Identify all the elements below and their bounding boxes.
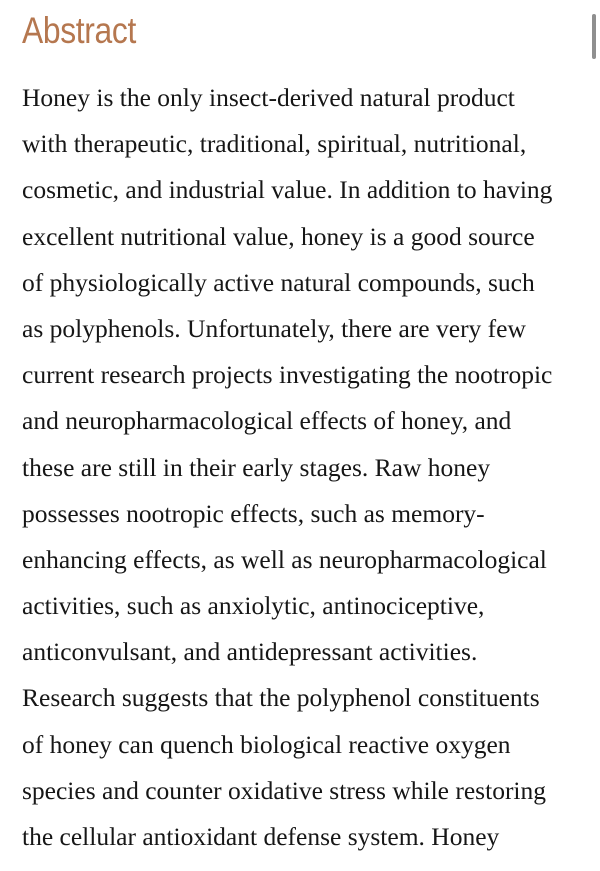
text-line: activities, such as anxiolytic, antinociceptive, bbox=[22, 591, 485, 621]
scroll-indicator[interactable] bbox=[592, 14, 596, 59]
text-line: enhancing effects, as well as neuropharmacological bbox=[22, 544, 547, 574]
abstract-body bbox=[22, 75, 594, 860]
text-line: anticonvulsant, and antidepressant activities. bbox=[22, 637, 478, 667]
text-line: these are still in their early stages. Raw honey bbox=[22, 452, 491, 482]
text-line: of honey can quench biological reactive oxygen bbox=[22, 729, 511, 759]
text-line: Honey is the only insect-derived natural product bbox=[22, 83, 515, 112]
text-line: cosmetic, and industrial value. In addition to having bbox=[22, 175, 553, 205]
text-line: possesses nootropic effects, such as memory- bbox=[22, 498, 485, 528]
section-heading: Abstract bbox=[22, 10, 136, 51]
text-line: excellent nutritional value, honey is a good source bbox=[22, 221, 535, 251]
text-line: Research suggests that the polyphenol constituents bbox=[22, 683, 540, 713]
text-line: with therapeutic, traditional, spiritual, nutritional, bbox=[22, 129, 527, 159]
text-line: as polyphenols. Unfortunately, there are very few bbox=[22, 313, 526, 343]
text-line: species and counter oxidative stress while restoring bbox=[22, 775, 547, 805]
text-line: and neuropharmacological effects of honey, and bbox=[22, 406, 512, 436]
text-line: current research projects investigating the nootropic bbox=[22, 360, 553, 390]
text-line: the cellular antioxidant defense system. Honey bbox=[22, 822, 500, 851]
text-line: of physiologically active natural compounds, such bbox=[22, 267, 535, 297]
